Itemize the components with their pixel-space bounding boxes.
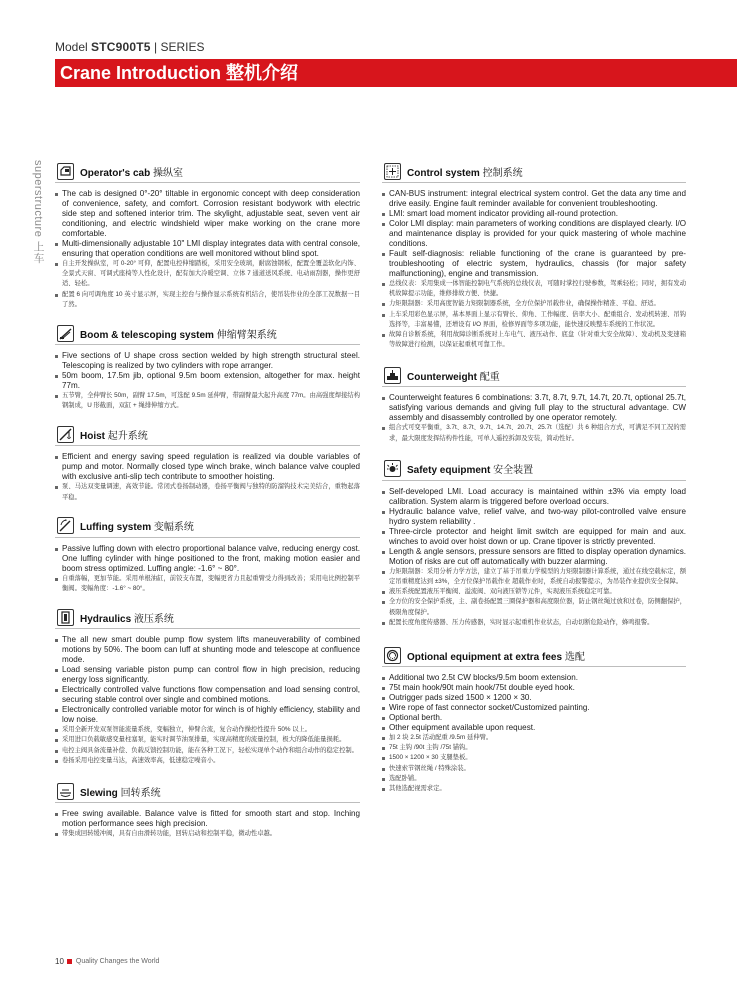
model-line: [55, 40, 205, 54]
right-column: [382, 160, 686, 794]
hoist-icon: [57, 426, 74, 443]
section-title-cn: 配重: [479, 371, 500, 383]
list-item: Free swing available. Balance valve is fitted for smooth start and stop. Inching motion performance sees high precision.: [55, 809, 360, 829]
section-title: [80, 427, 148, 442]
section-title-en: Slewing: [80, 787, 118, 799]
list-item: 故障自诊断系统，利用故障诊断系统对上车电气、液压动作、底盘（针对重大安全故障）、发动机及变速箱等故障进行检测，以保证起重机可靠工作。: [382, 330, 686, 350]
section-title-en: Safety equipment: [407, 465, 491, 477]
list-item: 配置长度角度传感器、压力传感器，实时显示起重机作业状态，自动切断危险动作，蜂鸣报警。: [382, 618, 686, 628]
list-item: Fault self-diagnosis: reliable functioning of the crane is guaranteed by pre-troubleshooting of electric system, hydraulics, chassis (for major safety malfunctioning), engine and transmission.: [382, 249, 686, 279]
model-name: STC900T5: [91, 40, 151, 54]
list-item: 卷扬采用电控变量马达，高速效率高，低速稳定噪音小。: [55, 756, 360, 766]
section-title-cn: 操纵室: [152, 167, 183, 179]
section-cab: [55, 160, 360, 310]
footer: [55, 957, 159, 966]
section-items: [55, 452, 360, 502]
list-item: LMI: smart load moment indicator providing all-round protection.: [382, 209, 686, 219]
optional-equipment-icon: [384, 647, 401, 664]
model-separator: |: [154, 40, 158, 54]
side-tab: superstructure 上车: [32, 160, 44, 264]
section-title-cn: 起升系统: [107, 430, 148, 442]
section-title-cn: 伸缩臂架系统: [216, 329, 277, 341]
section-items: [382, 393, 686, 443]
section-items: [55, 809, 360, 839]
list-item: 加 2 块 2.5t 活动配重 /9.5m 延伸臂。: [382, 733, 686, 743]
list-item: 75t 主钩 /90t 主钩 /75t 锚钩。: [382, 743, 686, 753]
list-item: 全方位的安全保护系统，主、副卷扬配置三圈保护器和高度限位器，防止钢丝绳过放和过卷，防侧翻保护，极限角度保护。: [382, 597, 686, 617]
section-header: [55, 606, 360, 629]
list-item: 组合式可变平衡重，3.7t、8.7t、9.7t、14.7t、20.7t、25.7t（选配）共 6 种组合方式，可满足不同工况的需求，最大限度发挥结构件性能，可单人遥控拆卸及安装，简动性好。: [382, 423, 686, 443]
list-item: 50m boom, 17.5m jib, optional 9.5m boom extension, altogether for max. height 77m.: [55, 371, 360, 391]
list-item: 总线仪表：采用集成一体智能控制电气系统的总线仪表，可随时掌控行驶参数，驾乘轻松；同时，拥有发动机故障提示功能，维修排故方便、快捷。: [382, 279, 686, 299]
section-title-en: Operator's cab: [80, 167, 151, 179]
list-item: Load sensing variable piston pump can control flow in high precision, reducing energy loss significantly.: [55, 665, 360, 685]
section-title-cn: 回转系统: [120, 787, 161, 799]
section-title-cn: 选配: [564, 651, 585, 663]
section-title-cn: 液压系统: [133, 613, 174, 625]
list-item: Five sections of U shape cross section welded by high strength structural steel. Telescoping is realized by two cylinders with rope arranger.: [55, 351, 360, 371]
section-header: [382, 364, 686, 387]
list-item: 采用进口负载敏感变量柱塞泵，能实时调节油泵排量，实现高精度的流量控制，极大的降低能量损耗。: [55, 735, 360, 745]
section-items: [55, 544, 360, 594]
section-title: [407, 368, 500, 383]
section-title: [80, 326, 277, 341]
section-luffing: [55, 515, 360, 594]
list-item: The cab is designed 0°-20° tiltable in ergonomic concept with deep consideration of convenience, safety, and comfort. Corrosion resistant bodywork with electric side step and softened interior trim. The skylight, adjustable seat, seven vent air conditioning, and electric windshield wiper make working on the crane more comfortable.: [55, 189, 360, 239]
section-hydraulics: [55, 606, 360, 766]
list-item: Electronically controlled variable motor for winch is of highly efficiency, stability and low noise.: [55, 705, 360, 725]
list-item: 力矩限制器：采用分析力学方法，建立了基于吊重力学模型的力矩限制器计算系统，通过在线空载标定，额定吊重精度达到 ±3%，全方位保护吊载作业 超载作业时，系统自动报警提示，为吊装作业提供安全保障。: [382, 567, 686, 587]
series-label: SERIES: [160, 40, 205, 54]
list-item: Additional two 2.5t CW blocks/9.5m boom extension.: [382, 673, 686, 683]
section-title-en: Hydraulics: [80, 613, 132, 625]
section-title-en: Counterweight: [407, 371, 477, 383]
control-system-icon: [384, 163, 401, 180]
counterweight-icon: [384, 367, 401, 384]
section-title-cn: 变幅系统: [153, 522, 194, 534]
list-item: 五节臂，全伸臂长 50m，副臂 17.5m，可选配 9.5m 延伸臂，带副臂最大起升高度 77m。由高强度焊接结构钢制成，U 形截面，双缸 + 绳排伸缩方式。: [55, 391, 360, 411]
list-item: Efficient and energy saving speed regulation is realized via double variables of pump and motor. Normally closed type winch brake, winch balance valve coupled with exclusive anti-slip tech contribute to smoother hoisting.: [55, 452, 360, 482]
list-item: Optional berth.: [382, 713, 686, 723]
model-label: Model: [55, 40, 88, 54]
section-title-en: Luffing system: [80, 522, 152, 534]
section-header: [55, 780, 360, 803]
section-items: [382, 673, 686, 794]
section-hoist: [55, 423, 360, 502]
list-item: 75t main hook/90t main hook/75t double eyed hook.: [382, 683, 686, 693]
section-title: [407, 461, 533, 476]
section-header: [55, 160, 360, 183]
section-title-en: Control system: [407, 167, 480, 179]
section-slewing: [55, 780, 360, 839]
section-control-system: [382, 160, 686, 350]
section-title: [80, 784, 161, 799]
list-item: 电控主阀具备流量补偿、负载反馈控制功能，能在各种工况下，轻松实现单个动作和组合动作的稳定控制。: [55, 746, 360, 756]
section-title: [80, 164, 183, 179]
list-item: 自重落幅，更加节能。采用单根油缸，前铰支布置，变幅更省力且起重臂受力得到改善；采用电比例控制平衡阀。变幅角度：-1.6° ~ 80°。: [55, 574, 360, 594]
list-item: 力矩限制器：采用高度智能力矩限制器系统，全方位保护吊载作业，确保操作精准、平稳、舒适。: [382, 299, 686, 309]
section-boom: [55, 322, 360, 411]
section-title-en: Boom & telescoping system: [80, 329, 214, 341]
list-item: Counterweight features 6 combinations: 3.7t, 8.7t, 9.7t, 14.7t, 20.7t, optional 25.7t, satisfying various demands and giving full play to the structural advantage. CW assembly and disassembly controlled by one operator remotely.: [382, 393, 686, 423]
list-item: 1500 × 1200 × 30 支腿垫板。: [382, 753, 686, 763]
list-item: Multi-dimensionally adjustable 10" LMI display integrates data with central console, ensuring that operation conditions are well monitored without blind spot.: [55, 239, 360, 259]
section-items: [382, 189, 686, 350]
list-item: Hydraulic balance valve, relief valve, and two-way pilot-controlled valve ensure hydro system reliability .: [382, 507, 686, 527]
section-title: [407, 164, 523, 179]
list-item: 采用全新开发双泵智能流量系统，变幅独立，伸臂合流，复合动作操控性提升 50% 以上。: [55, 725, 360, 735]
section-title-cn: 安全装置: [493, 465, 534, 477]
list-item: Wire rope of fast connector socket/Customized painting.: [382, 703, 686, 713]
list-item: The all new smart double pump flow system lifts maneuverability of combined motions by 50%. The boom can luff at shunting mode and telescope at confluence mode.: [55, 635, 360, 665]
section-title: [80, 518, 194, 533]
section-counterweight: [382, 364, 686, 443]
section-title-en: Hoist: [80, 430, 105, 442]
list-item: Length & angle sensors, pressure sensors are fitted to display operation dynamics. Motion of risks are cut off automatically with buzzer alarming.: [382, 547, 686, 567]
left-column: [55, 160, 360, 839]
section-header: [55, 423, 360, 446]
section-header: [55, 322, 360, 345]
section-title: [80, 610, 174, 625]
section-header: [55, 515, 360, 538]
luffing-icon: [57, 517, 74, 534]
list-item: Passive luffing down with electro proportional balance valve, reducing energy cost. One luffing cylinder with hinge positioned to the front, making motion easier and boom stress optimized. Luffing angle: -1.6° ~ 80°.: [55, 544, 360, 574]
page-title: Crane Introduction 整机介绍: [55, 59, 737, 87]
section-items: [55, 189, 360, 310]
footer-slogan: Quality Changes the World: [75, 958, 160, 965]
list-item: 配置 6 向可调角度 10 英寸显示屏，实现主控台与操作显示系统有机结合，使吊装作业的全部工况数据一目了然。: [55, 290, 360, 310]
slewing-icon: [57, 783, 74, 800]
section-items: [382, 487, 686, 628]
section-header: [382, 160, 686, 183]
list-item: 泵、马达双变量调速，高效节能。常闭式卷扬制动器，卷扬平衡阀与独特的防溜钩技术完美结合，重物起落平稳。: [55, 482, 360, 502]
list-item: 液压系统配置液压平衡阀、溢流阀、双向液压锁等元件，实现液压系统稳定可靠。: [382, 587, 686, 597]
section-title-en: Optional equipment at extra fees: [407, 651, 563, 663]
list-item: 快速索节钢丝绳 / 特殊涂装。: [382, 764, 686, 774]
list-item: Self-developed LMI. Load accuracy is maintained within ±3% via empty load calibration. System alarm is triggered before overload occurs.: [382, 487, 686, 507]
boom-icon: [57, 325, 74, 342]
list-item: 其他选配视需求定。: [382, 784, 686, 794]
list-item: Electrically controlled valve functions flow compensation and load sensing control, securing stable control over single and combined motions.: [55, 685, 360, 705]
list-item: 选配卧铺。: [382, 774, 686, 784]
section-header: [382, 458, 686, 481]
list-item: Other equipment available upon request.: [382, 723, 686, 733]
page-number: 10: [55, 957, 64, 966]
section-title-cn: 控制系统: [482, 167, 523, 179]
list-item: 带集成回转缓冲阀，具有自由滑转功能，回转启动和控制平稳，微动性卓越。: [55, 829, 360, 839]
list-item: 自主开发操纵室，可 0-20° 可仰，配置电控伸缩踏板，采用安全玻璃，耐腐蚀钢板，配置全覆盖软化内饰、全景式天窗、可调式座椅等人性化设计，配有加大冷暖空调、立体 7 通道送风系统、电动雨刮器，操作更舒适、轻松。: [55, 259, 360, 290]
list-item: CAN-BUS instrument: integral electrical system control. Get the data any time and drive easily. Engine fault reminder available for convenient troubleshooting.: [382, 189, 686, 209]
section-optional-equipment: [382, 644, 686, 794]
list-item: Color LMI display: main parameters of working conditions are displayed clearly. I/O and maintenance display is provided for your quick mastering of whole machine conditions.: [382, 219, 686, 249]
section-header: [382, 644, 686, 667]
section-safety: [382, 458, 686, 628]
section-title: [407, 648, 585, 663]
list-item: Outrigger pads sized 1500 × 1200 × 30.: [382, 693, 686, 703]
list-item: Three-circle protector and height limit switch are equipped for main and aux. winches to avoid over hoist down or up. Crane tipover is strictly prevented.: [382, 527, 686, 547]
list-item: 上车采用彩色显示屏，基本界面上显示有臂长、仰角、工作幅度、倍率大小、配重组合、发动机转速、吊钩选择等，丰富易懂，还增设有 I/O 界面，检修界面等多项功能，能快速反映整车系统的工作状况。: [382, 310, 686, 330]
safety-icon: [384, 460, 401, 477]
section-items: [55, 351, 360, 411]
hydraulics-icon: [57, 609, 74, 626]
cab-icon: [57, 163, 74, 180]
footer-red-square: [67, 959, 72, 964]
section-items: [55, 635, 360, 766]
